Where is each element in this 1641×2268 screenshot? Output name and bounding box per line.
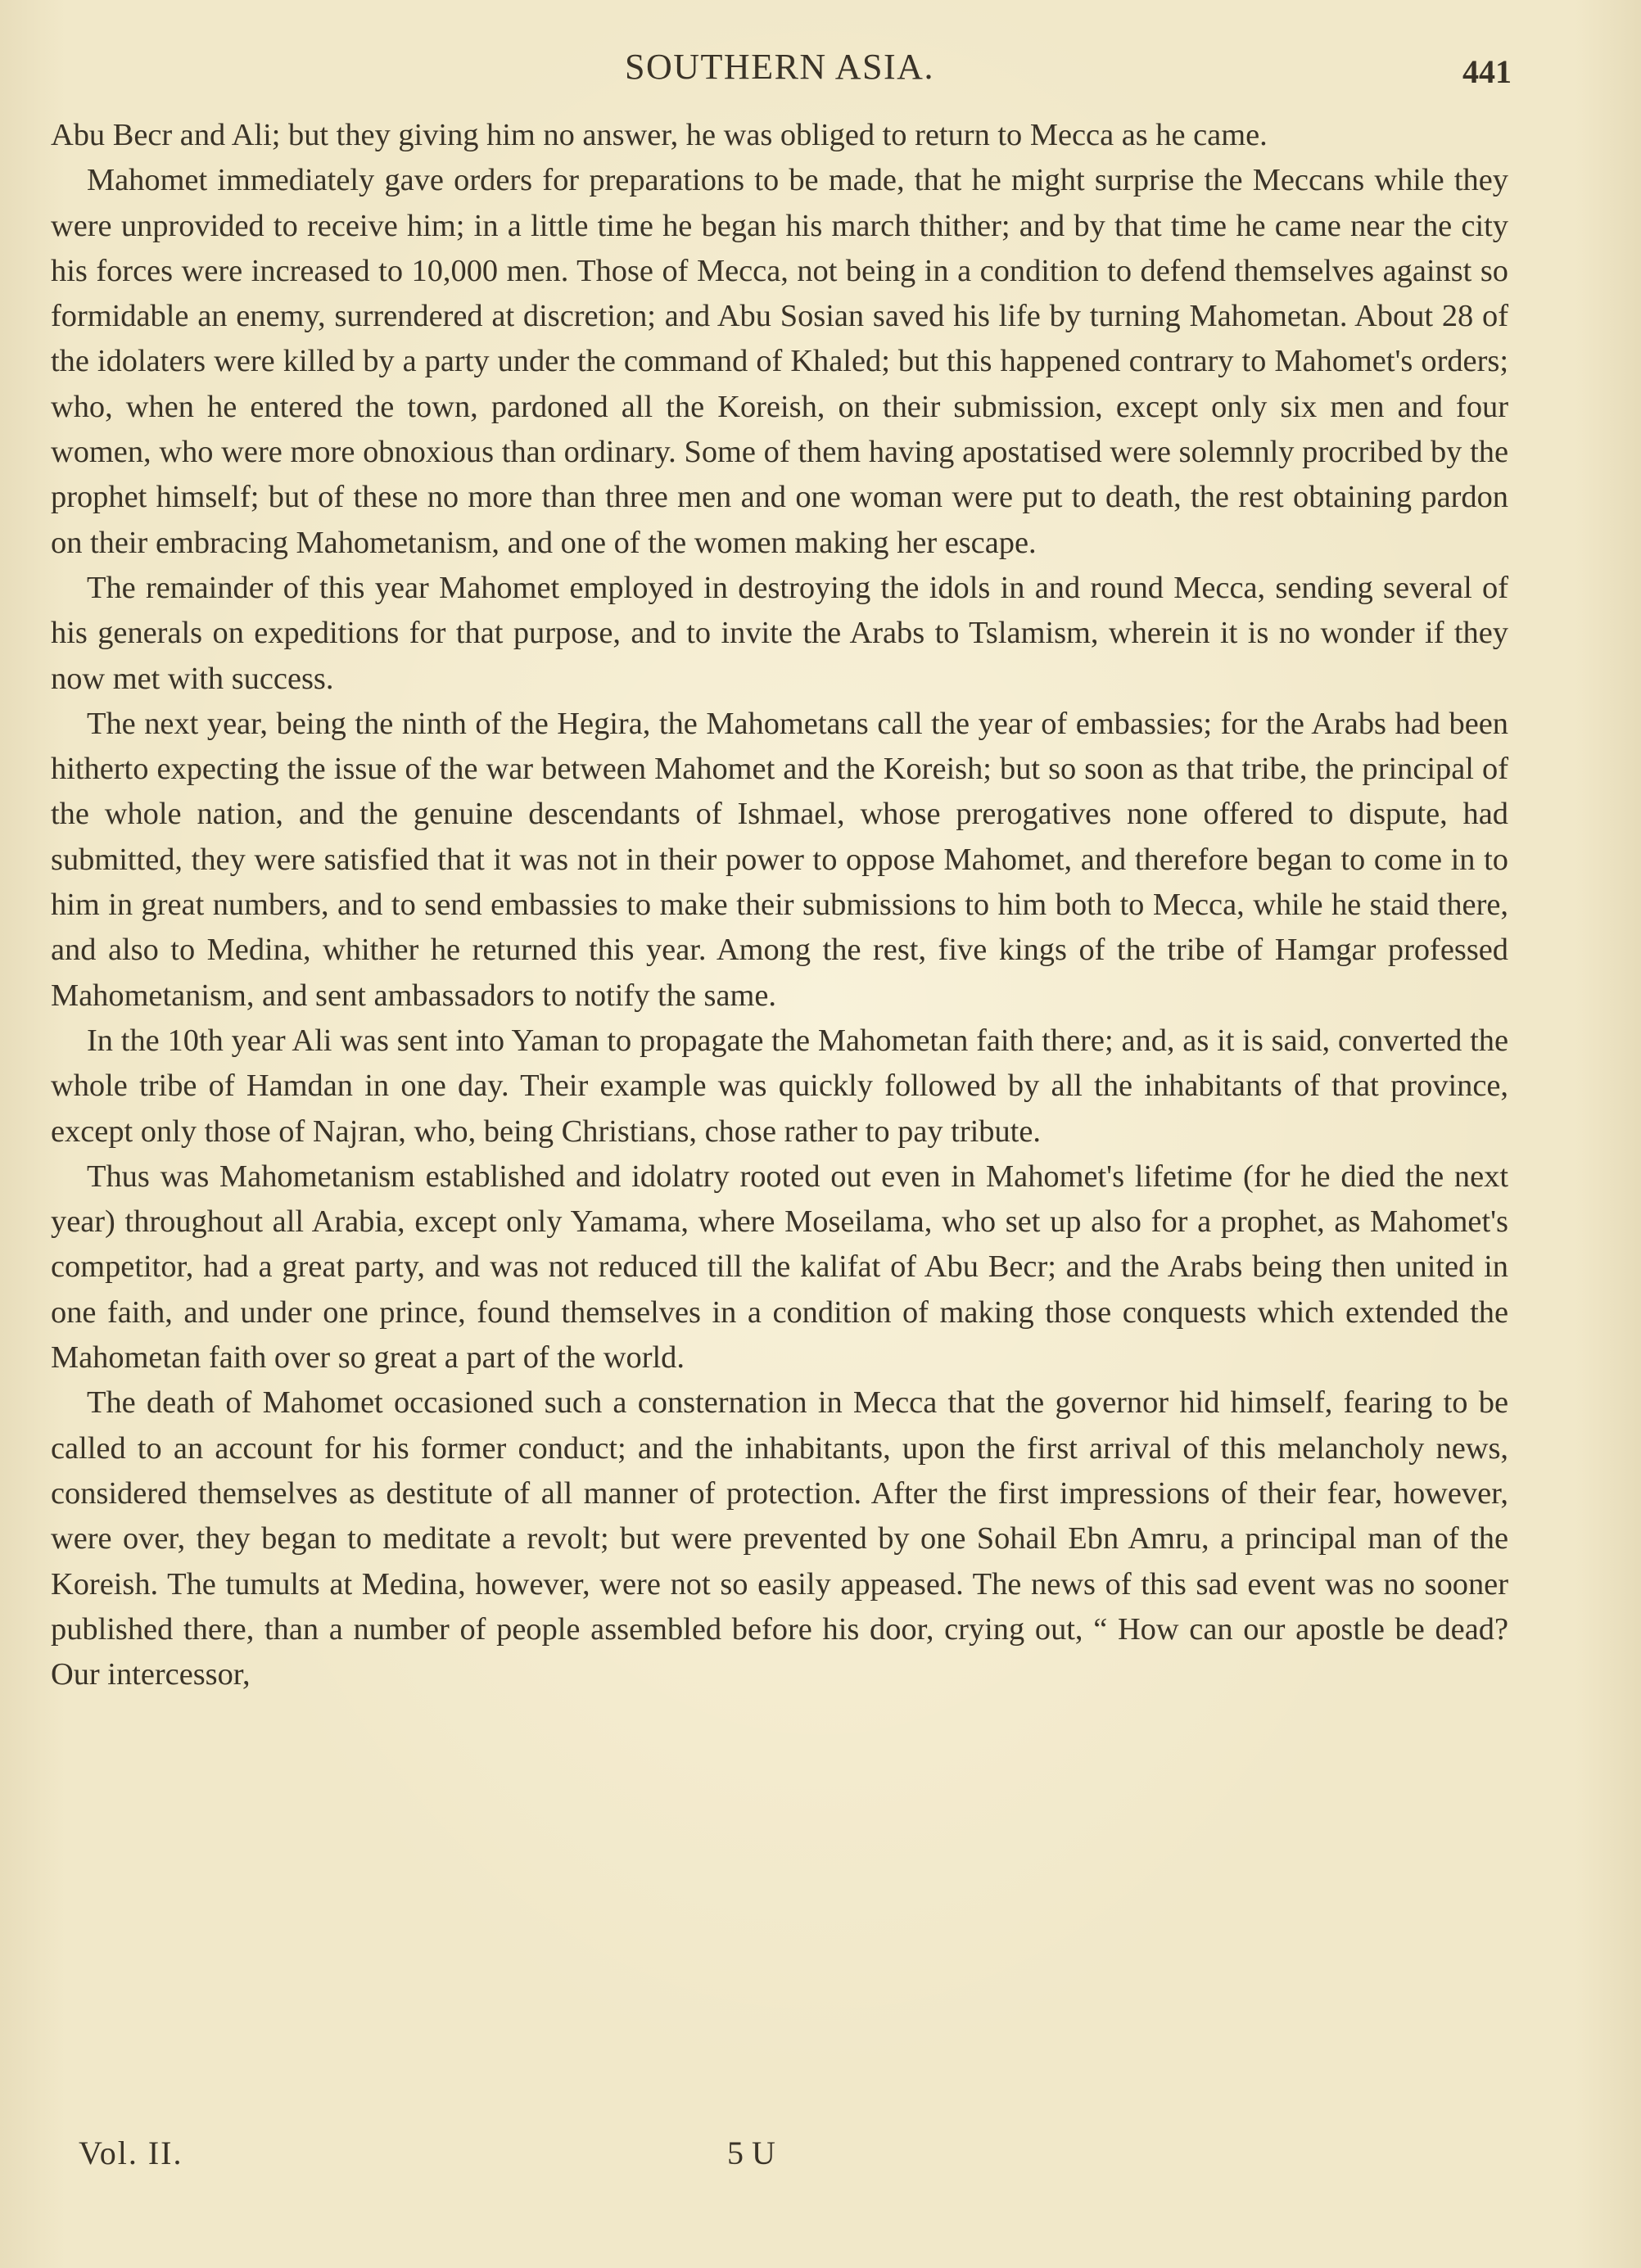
running-title: SOUTHERN ASIA. xyxy=(625,47,934,87)
paragraph-4: The next year, being the ninth of the Hegira, the Mahometans call the year of embassies; for the Arabs had been hitherto expecting the issue of the war between Mahomet and the Koreish; but so soon as that tribe, the principal of the whole nation, and the genuine descendants of Ishmael, whose prerogatives none offered to dispute, had submitted, they were satisfied that it was not in their power to oppose Mahomet, and therefore began to come in to him in great numbers, and to send embassies to make their submissions to him both to Mecca, while he staid there, and also to Medina, whither he returned this year. Among the rest, five kings of the tribe of Hamgar professed Mahometanism, and sent ambassadors to notify the same. xyxy=(51,706,1508,1013)
page-number: 441 xyxy=(1462,53,1512,90)
paragraph-7: The death of Mahomet occasioned such a consternation in Mecca that the governor hid himself, fearing to be called to an account for his former conduct; and the inhabitants, upon the first arrival of this melancholy news, considered themselves as destitute of all manner of protection. After the first impressions of their fear, however, were over, they began to meditate a revolt; but were prevented by one Sohail Ebn Amru, a principal man of the Koreish. The tumults at Medina, however, were not so easily appeased. The news of this sad event was no sooner published there, than a number of people assembled before his door, crying out, “ How can our apostle be dead? Our intercessor, xyxy=(51,1385,1508,1692)
body-text xyxy=(51,113,1508,1697)
page-footer xyxy=(79,2134,897,2183)
paragraph-3: The remainder of this year Mahomet employed in destroying the idols in and round Mecca, sending several of his generals on expeditions for that purpose, and to invite the Arabs to Tslamism, wherein it is no wonder if they now met with success. xyxy=(51,570,1508,696)
running-head xyxy=(51,46,1512,95)
paragraph-1: Abu Becr and Ali; but they giving him no answer, he was obliged to return to Mecca as he came. xyxy=(51,118,1268,152)
volume-label: Vol. II. xyxy=(79,2135,183,2171)
paragraph-5: In the 10th year Ali was sent into Yaman to propagate the Mahometan faith there; and, as it is said, converted the whole tribe of Hamdan in one day. Their example was quickly followed by all the inhabitants of that province, except only those of Najran, who, being Christians, chose rather to pay tribute. xyxy=(51,1023,1508,1149)
paragraph-2: Mahomet immediately gave orders for preparations to be made, that he might surprise the Meccans while they were unprovided to receive him; in a little time he began his march thither; and by that time he came near the city his forces were increased to 10,000 men. Those of Mecca, not being in a condition to defend themselves against so formidable an enemy, surrendered at discretion; and Abu Sosian saved his life by turning Mahometan. About 28 of the idolaters were killed by a party under the command of Khaled; but this happened contrary to Mahomet's orders; who, when he entered the town, pardoned all the Koreish, on their submission, except only six men and four women, who were more obnoxious than ordinary. Some of them having apostatised were solemnly procribed by the prophet himself; but of these no more than three men and one woman were put to death, the rest obtaining pardon on their embracing Mahometanism, and one of the women making her escape. xyxy=(51,163,1508,560)
paragraph-6: Thus was Mahometanism established and idolatry rooted out even in Mahomet's lifetime (for he died the next year) throughout all Arabia, except only Yamama, where Moseilama, who set up also for a prophet, as Mahomet's competitor, had a great party, and was not reduced till the kalifat of Abu Becr; and the Arabs being then united in one faith, and under one prince, found themselves in a condition of making those conquests which extended the Mahometan faith over so great a part of the world. xyxy=(51,1159,1508,1376)
signature-mark: 5 U xyxy=(727,2135,775,2171)
